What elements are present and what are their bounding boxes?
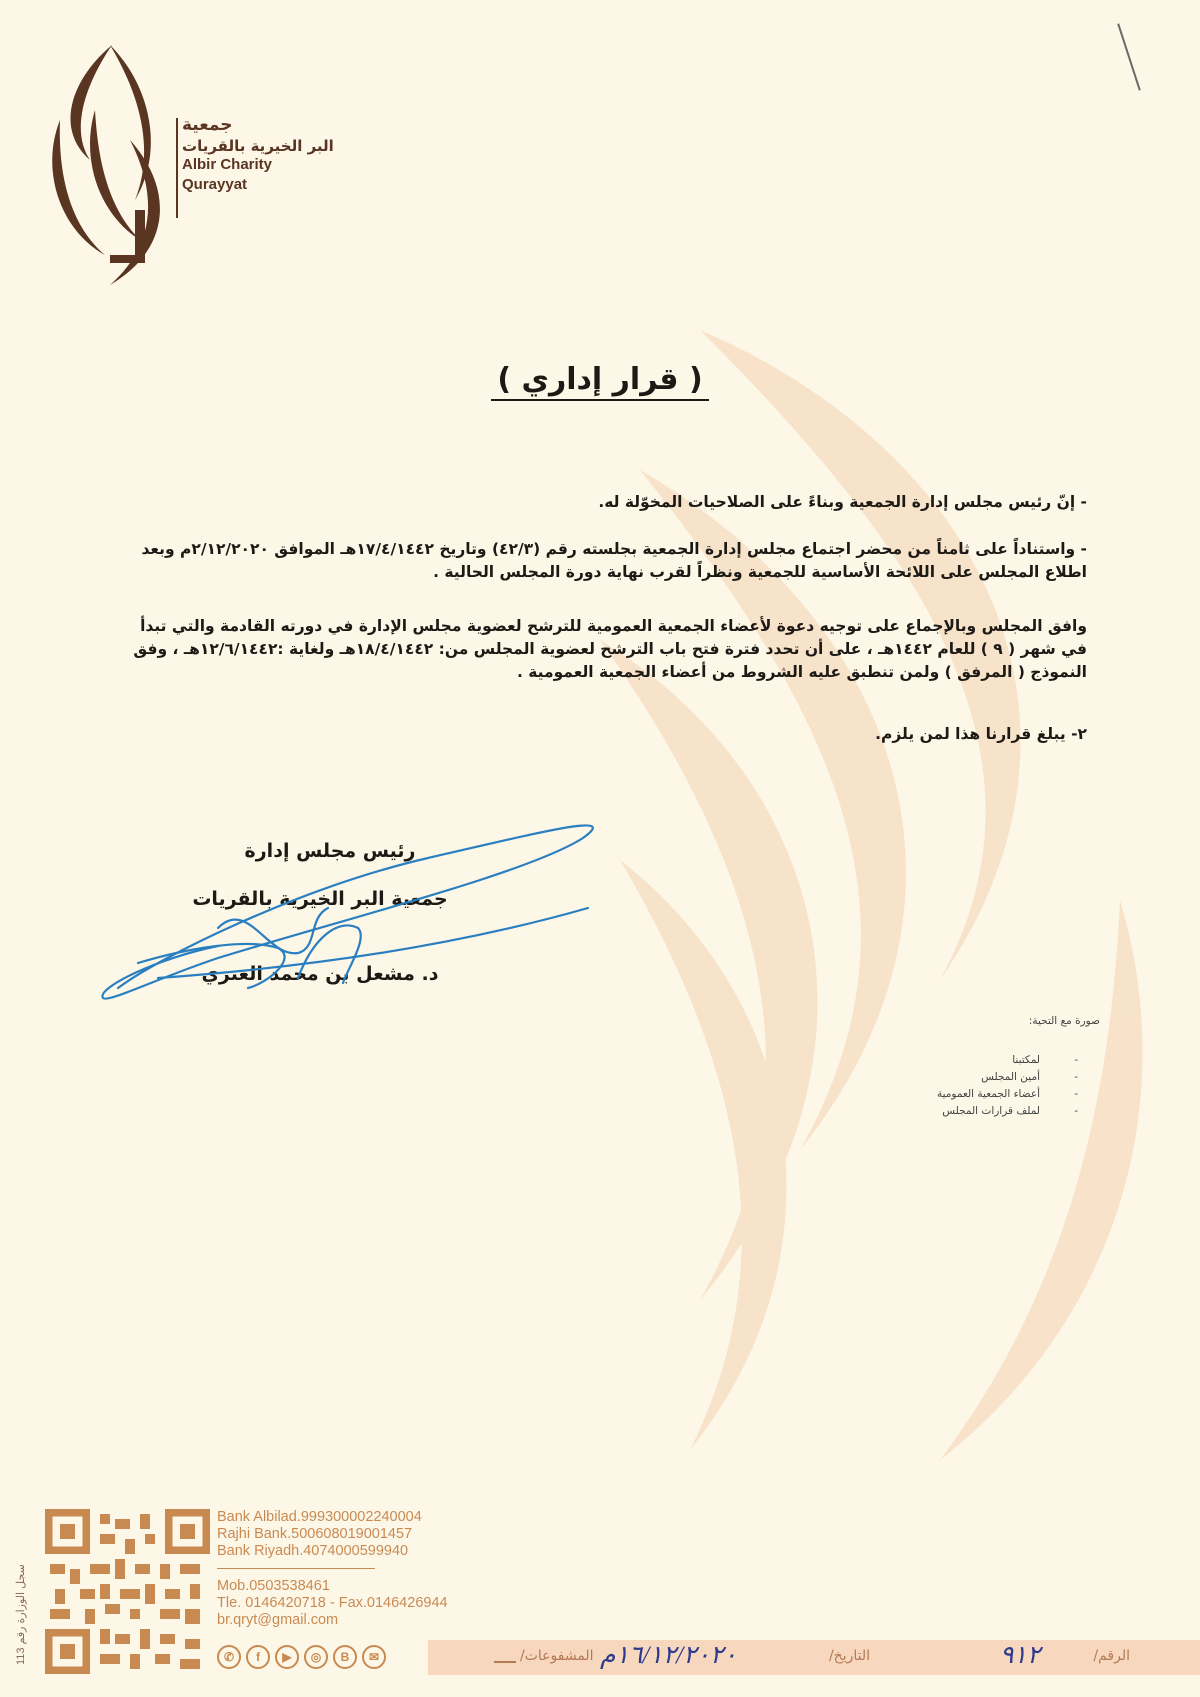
whatsapp-icon[interactable]: ✆: [217, 1645, 241, 1669]
footer-divider: [217, 1568, 375, 1569]
number-value: ٩١٢: [1000, 1642, 1041, 1669]
attachments-label: المشفوعات/: [520, 1648, 594, 1664]
signatory-title: رئيس مجلس إدارة: [244, 840, 416, 862]
paragraph-3: وافق المجلس وبالإجماع على توجيه دعوة لأعضاء الجمعية العمومية للترشح لعضوية مجلس الإدارة في دورته القادمة والتي تبدأ في شهر ( ٩ ) للعام ١٤٤٢هـ ، على أن تحدد فترة فتح باب الترشح لعضوية المجلس من: ١٨/٤/١٤٤٢هـ ولغاية :١٢/٦/١٤٤٢هـ ، وفق النموذج ( المرفق ) ولمن تنطبق عليه الشروط من أعضاء الجمعية العمومية .: [133, 617, 1087, 681]
signatory-organization: جمعية البر الخيرية بالقريات: [192, 888, 448, 910]
bank-albilad: Bank Albilad.999300002240004: [217, 1509, 422, 1525]
paragraph-2: - واستناداً على ثامناً من محضر اجتماع مجلس إدارة الجمعية بجلسته رقم (٤٢/٣) وتاريخ ١٧/٤/١٤٤٢هـ الموافق ٢/١٢/٢٠٢٠م وبعد اطلاع المجلس على اللائحة الأساسية للجمعية ونظراً لقرب نهاية دورة المجلس الحالية .: [141, 540, 1087, 581]
email-icon[interactable]: ✉: [362, 1645, 386, 1669]
logo-text: [182, 115, 392, 195]
facebook-icon[interactable]: f: [246, 1645, 270, 1669]
registration-text: سجل الوزارة رقم 113: [15, 1564, 27, 1665]
bank-rajhi: Rajhi Bank.500608019001457: [217, 1526, 413, 1542]
contact-info: [217, 1578, 448, 1629]
qr-code-icon[interactable]: [45, 1509, 210, 1674]
handwritten-signature: [98, 808, 638, 1008]
document-title: ( قرار إداري ): [480, 362, 720, 397]
bank-riyadh: Bank Riyadh.4074000599940: [217, 1543, 409, 1559]
logo-arabic-line-1: جمعية: [182, 115, 233, 135]
bank-accounts: [217, 1509, 422, 1560]
copy-item: - أمين المجلس: [981, 1071, 1078, 1083]
copies-list: [880, 1013, 1100, 1120]
logo-english-line-1: Albir Charity: [182, 156, 273, 173]
number-label: الرقم/: [1093, 1648, 1130, 1664]
email-address[interactable]: br.qryt@gmail.com: [217, 1612, 339, 1628]
paragraph-4: ٢- يبلغ قرارنا هذا لمن يلزم.: [875, 725, 1087, 743]
charity-logo-icon: [40, 40, 180, 290]
phone-fax: Tle. 0146420718 - Fax.0146426944: [217, 1595, 448, 1611]
copy-item: - لملف قرارات المجلس: [942, 1105, 1078, 1117]
date-label: التاريخ/: [828, 1648, 870, 1664]
attachments-value: [494, 1661, 516, 1663]
signatory-name: د. مشعل بن محمد العنزي: [201, 963, 439, 985]
social-icons: [217, 1645, 386, 1669]
paragraph-1: - إنّ رئيس مجلس إدارة الجمعية وبناءً على الصلاحيات المخوّلة له.: [598, 493, 1087, 511]
copy-item: - لمكتبنا: [1012, 1054, 1078, 1066]
logo-arabic-line-2: البر الخيرية بالقريات: [182, 137, 334, 155]
instagram-icon[interactable]: ◎: [304, 1645, 328, 1669]
blogger-icon[interactable]: B: [333, 1645, 357, 1669]
copies-heading: صورة مع التحية:: [1028, 1015, 1100, 1027]
youtube-icon[interactable]: ▶: [275, 1645, 299, 1669]
logo-english-line-2: Qurayyat: [182, 176, 248, 193]
mobile-number: Mob.0503538461: [217, 1578, 330, 1594]
date-value: ١٦/١٢/٢٠٢٠م: [600, 1642, 737, 1669]
logo-divider: [176, 118, 178, 218]
copy-item: - أعضاء الجمعية العمومية: [936, 1088, 1078, 1100]
